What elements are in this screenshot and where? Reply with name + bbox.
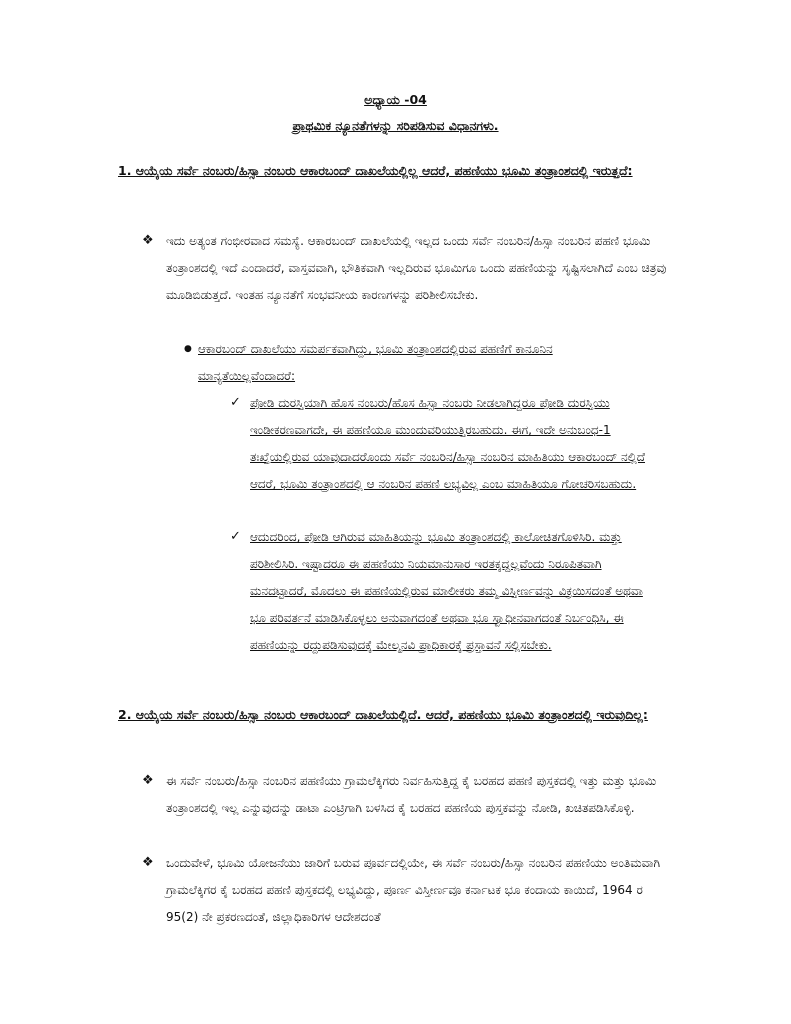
section-2-heading: 2. ಆಯ್ಕೆಯ ಸರ್ವೆ ನಂಬರು/ಹಿಸ್ಸಾ ನಂಬರು ಆಕಾರಬಂದ್ ದಾಖಲೆಯಲ್ಲಿದೆ. ಆದರೆ, ಪಹಣಿಯು ಭೂಮಿ ತಂತ್ರಾಂಶದಲ್ಲಿ ಇರುವುದಿಲ್ಲ: [118, 707, 648, 722]
section-1-bullet [142, 228, 682, 309]
section-2-bullet-1-text: ಈ ಸರ್ವೆ ನಂಬರು/ಹಿಸ್ಸಾ ನಂಬರಿನ ಪಹಣಿಯು ಗ್ರಾಮಲೆಕ್ಕಿಗರು ನಿರ್ವಹಿಸುತ್ತಿದ್ದ ಕೈ ಬರಹದ ಪಹಣಿ ಪುಸ್ತಕದಲ್ಲಿ ಇತ್ತು ಮತ್ತು ಭೂಮಿ ತಂತ್ರಾಂಶದಲ್ಲಿ ಇಲ್ಲ ಎನ್ನುವುದನ್ನು ಡಾಟಾ ಎಂಟ್ರಿಗಾಗಿ ಬಳಸಿದ ಕೈ ಬರಹದ ಪಹಣಿಯ ಪುಸ್ತಕವನ್ನು ನೋಡಿ, ಖಚಿತಪಡಿಸಿಕೊಳ್ಳಿ. [166, 774, 657, 815]
section-2-bullet-2 [142, 850, 682, 931]
dot-bullet-icon: ● [184, 344, 192, 354]
chapter-title: ಅಧ್ಯಾಯ -04 [364, 92, 427, 107]
checkmark-icon: ✓ [230, 395, 241, 410]
section-1-bullet-text: ಇದು ಅತ್ಯಂತ ಗಂಭೀರವಾದ ಸಮಸ್ಯೆ. ಆಕಾರಬಂದ್ ದಾಖಲೆಯಲ್ಲಿ ಇಲ್ಲದ ಒಂದು ಸರ್ವೆ ನಂಬರಿನ/ಹಿಸ್ಸಾ ನಂಬರಿನ ಪಹಣಿ ಭೂಮಿ ತಂತ್ರಾಂಶದಲ್ಲಿ ಇದೆ ಎಂದಾದರೆ, ವಾಸ್ತವವಾಗಿ, ಭೌತಿಕವಾಗಿ ಇಲ್ಲದಿರುವ ಭೂಮಿಗೂ ಒಂದು ಪಹಣಿಯನ್ನು ಸೃಷ್ಟಿಸಲಾಗಿದೆ ಎಂಬ ಚಿತ್ರವು ಮೂಡಿಬಿಡುತ್ತದೆ. ಇಂತಹ ನ್ಯೂನತೆಗೆ ಸಂಭವನೀಯ ಕಾರಣಗಳನ್ನು ಪರಿಶೀಲಿಸಬೇಕು. [166, 234, 667, 302]
diamond-bullet-icon: ❖ [142, 855, 154, 870]
section-1-check-2 [230, 524, 685, 659]
section-2-bullet-2-text: ಒಂದುವೇಳೆ, ಭೂಮಿ ಯೋಜನೆಯು ಜಾರಿಗೆ ಬರುವ ಪೂರ್ವದಲ್ಲಿಯೇ, ಈ ಸರ್ವೆ ನಂಬರು/ಹಿಸ್ಸಾ ನಂಬರಿನ ಪಹಣಿಯು ಅಂತಿಮವಾಗಿ ಗ್ರಾಮಲೆಕ್ಕಿಗರ ಕೈ ಬರಹದ ಪಹಣಿ ಪುಸ್ತಕದಲ್ಲಿ ಲಭ್ಯವಿದ್ದು, ಪೂರ್ಣ ವಿಸ್ತೀರ್ಣವೂ ಕರ್ನಾಟಕ ಭೂ ಕಂದಾಯ ಕಾಯಿದೆ, 1964 ರ 95(2) ನೇ ಪ್ರಕರಣದಂತೆ, ಜಿಲ್ಲಾಧಿಕಾರಿಗಳ ಆದೇಶದಂತೆ [166, 856, 661, 924]
section-1-heading: 1. ಆಯ್ಕೆಯ ಸರ್ವೆ ನಂಬರು/ಹಿಸ್ಸಾ ನಂಬರು ಆಕಾರಬಂದ್ ದಾಖಲೆಯಲ್ಲಿಲ್ಲ ಆದರೆ, ಪಹಣಿಯು ಭೂಮಿ ತಂತ್ರಾಂಶದಲ್ಲಿ ಇರುತ್ತದೆ: [118, 163, 633, 178]
checkmark-icon: ✓ [230, 529, 241, 544]
section-2-bullet-1 [142, 768, 682, 822]
section-1-check-2-text: ಆದುದರಿಂದ, ಪೋಡಿ ಆಗಿರುವ ಮಾಹಿತಿಯನ್ನು ಭೂಮಿ ತಂತ್ರಾಂಶದಲ್ಲಿ ಕಾಲೋಚಿತಗೊಳಿಸಿರಿ. ಮತ್ತು ಪರಿಶೀಲಿಸಿರಿ. ಇಷ್ಟಾದರೂ ಈ ಪಹಣಿಯು ನಿಯಮಾನುಸಾರ ಇರತಕ್ಕದ್ದಲ್ಲವೆಂದು ನಿರೂಪಿತವಾಗಿ ಮನದಟ್ಟಾದರೆ, ಮೊದಲು ಈ ಪಹಣಿಯಲ್ಲಿರುವ ಮಾಲೀಕರು ತಮ್ಮ ವಿಸ್ತೀರ್ಣವನ್ನು ವಿಕ್ರಯಿಸದಂತೆ ಅಥವಾ ಭೂ ಪರಿವರ್ತನೆ ಮಾಡಿಸಿಕೊಳ್ಳಲು ಅನುವಾಗದಂತೆ ಅಥವಾ ಭೂ ಸ್ವಾಧೀನವಾಗದಂತೆ ನಿರ್ಬಂಧಿಸಿ, ಈ ಪಹಣಿಯನ್ನು ರದ್ದುಪಡಿಸುವುದಕ್ಕೆ ಮೇಲ್ಮನವಿ ಪ್ರಾಧಿಕಾರಕ್ಕೆ ಪ್ರಸ್ತಾವನೆ ಸಲ್ಲಿಸಬೇಕು. [250, 530, 643, 652]
chapter-subtitle: ಪ್ರಾಥಮಿಕ ನ್ಯೂನತೆಗಳನ್ನು ಸರಿಪಡಿಸುವ ವಿಧಾನಗಳು. [292, 118, 499, 133]
diamond-bullet-icon: ❖ [142, 773, 154, 788]
diamond-bullet-icon: ❖ [142, 233, 154, 248]
section-1-sub-bullet-text: ಆಕಾರಬಂದ್ ದಾಖಲೆಯು ಸಮರ್ಪಕವಾಗಿದ್ದು, ಭೂಮಿ ತಂತ್ರಾಂಶದಲ್ಲಿರುವ ಪಹಣಿಗೆ ಕಾನೂನಿನ ಮಾನ್ಯತೆಯಿಲ್ಲವೆಂದಾದರೆ: [198, 342, 553, 383]
section-1-sub-bullet [184, 336, 684, 390]
section-1-check-1 [230, 390, 685, 498]
title-block [0, 90, 791, 136]
section-1-check-1-text: ಪೋಡಿ ದುರಸ್ತಿಯಾಗಿ ಹೊಸ ನಂಬರು/ಹೊಸ ಹಿಸ್ಸಾ ನಂಬರು ನೀಡಲಾಗಿದ್ದರೂ ಪೋಡಿ ದುರಸ್ತಿಯು ಇಂಡೀಕರಣವಾಗದೇ, ಈ ಪಹಣಿಯೂ ಮುಂದುವರಿಯುತ್ತಿರಬಹುದು. ಈಗ, ಇದೇ ಅನುಬಂಧ-1 ತಃಖ್ತೆಯಲ್ಲಿರುವ ಯಾವುದಾದರೊಂದು ಸರ್ವೆ ನಂಬರಿನ/ಹಿಸ್ಸಾ ನಂಬರಿನ ಮಾಹಿತಿಯು ಆಕಾರಬಂದ್ ನಲ್ಲಿದೆ ಆದರೆ, ಭೂಮಿ ತಂತ್ರಾಂಶದಲ್ಲಿ ಆ ನಂಬರಿನ ಪಹಣಿ ಲಭ್ಯವಿಲ್ಲ ಎಂಬ ಮಾಹಿತಿಯೂ ಗೋಚರಿಸಬಹುದು. [250, 396, 645, 491]
